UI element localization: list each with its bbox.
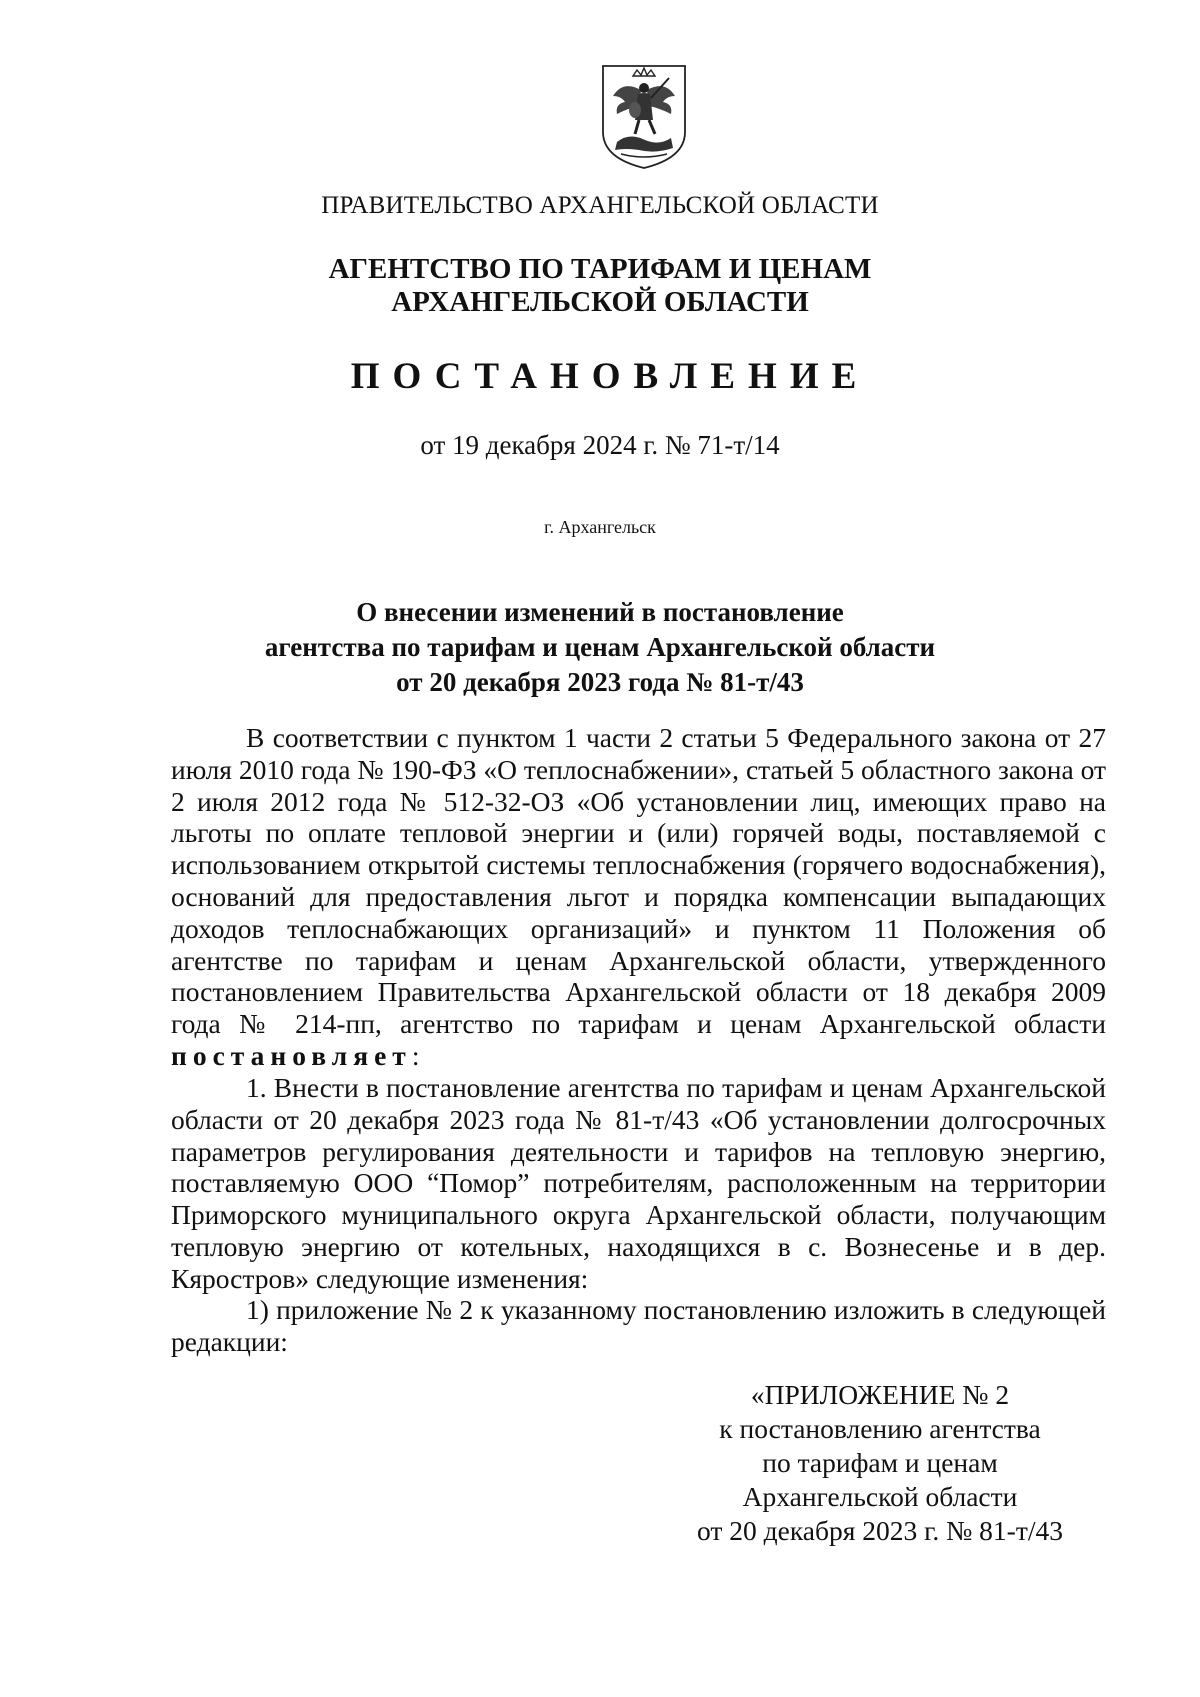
appendix-line4: Архангельской области xyxy=(742,1481,1018,1512)
subitem-1-text: 1) приложение № 2 к указанному постановлению изложить в следующей редакции: xyxy=(171,1294,1106,1357)
document-date-number: от 19 декабря 2024 г. № 71-т/14 xyxy=(420,430,780,460)
appendix-heading xyxy=(660,1378,1100,1548)
appendix-line2: к постановлению агентства xyxy=(719,1413,1041,1444)
document-city: г. Архангельск xyxy=(544,517,656,537)
resolves-word: постановляет xyxy=(171,1039,412,1071)
appendix-line1: «ПРИЛОЖЕНИЕ № 2 xyxy=(750,1379,1010,1410)
resolves-colon: : xyxy=(411,1039,420,1071)
appendix-line5: от 20 декабря 2023 г. № 81-т/43 xyxy=(697,1515,1063,1546)
preamble-paragraph xyxy=(171,722,1106,1072)
document-type-title: ПОСТАНОВЛЕНИЕ xyxy=(350,356,870,397)
item-1-paragraph xyxy=(171,1072,1106,1295)
preamble-text: В соответствии с пунктом 1 части 2 статьи 5 Федерального закона от 27 июля 2010 года № 190-ФЗ «О теплоснабжении», статьей 5 областного закона от 2 июля 2012 года № 512-32-ОЗ «Об установлении лиц, имеющих право на льготы по оплате тепловой энергии и (или) горячей воды, поставляемой с использованием открытой системы теплоснабжения (горячего водоснабжения), оснований для предоставления льгот и порядка компенсации выпадающих доходов теплоснабжающих организаций» и пунктом 11 Положения об агентстве по тарифам и ценам Архангельской области, утвержденного постановлением Правительства Архангельской области от 18 декабря 2009 года № 214-пп, агентство по тарифам и ценам Архангельской области xyxy=(171,722,1106,1040)
subject-line2: агентства по тарифам и ценам Архангельской области xyxy=(264,632,936,662)
coat-of-arms-emblem xyxy=(599,62,689,172)
agency-name-line1: АГЕНТСТВО ПО ТАРИФАМ И ЦЕНАМ xyxy=(328,253,872,285)
subject-line3: от 20 декабря 2023 года № 81-т/43 xyxy=(396,667,804,697)
document-subject xyxy=(0,595,1200,700)
government-name: ПРАВИТЕЛЬСТВО АРХАНГЕЛЬСКОЙ ОБЛАСТИ xyxy=(321,192,879,219)
subject-line1: О внесении изменений в постановление xyxy=(356,597,844,627)
appendix-line3: по тарифам и ценам xyxy=(762,1447,998,1478)
item-1-text: 1. Внести в постановление агентства по тарифам и ценам Архангельской области от 20 декабря 2023 года № 81-т/43 «Об установлении долгосрочных параметров регулирования деятельности и тарифов на тепловую энергию, поставляемую ООО “Помор” потребителям, расположенным на территории Приморского муниципального округа Архангельской области, получающим тепловую энергию от котельных, находящихся в с. Вознесенье и в дер. Кяростров» следующие изменения: xyxy=(171,1072,1106,1294)
agency-name-line2: АРХАНГЕЛЬСКОЙ ОБЛАСТИ xyxy=(391,286,809,318)
agency-name xyxy=(0,253,1200,319)
subitem-1-paragraph xyxy=(171,1294,1106,1358)
